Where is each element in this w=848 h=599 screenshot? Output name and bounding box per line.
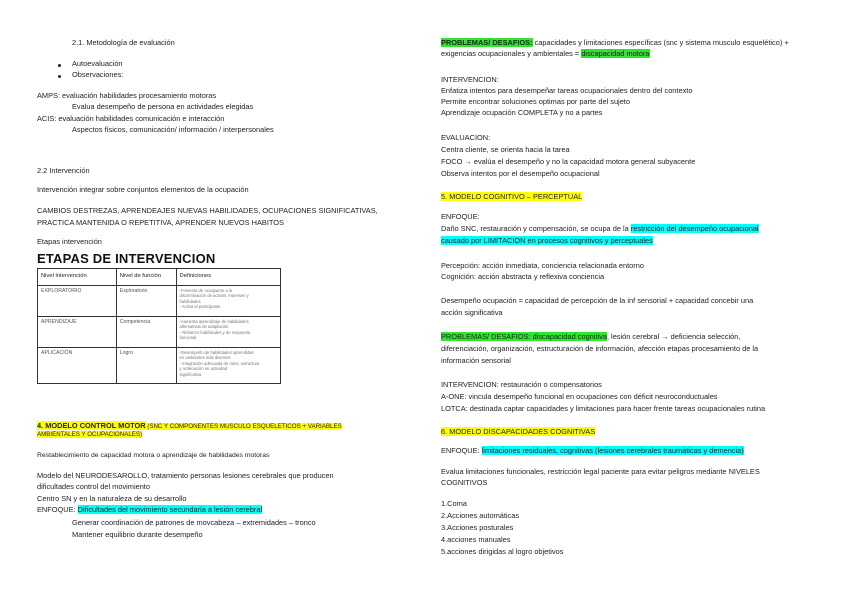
problemas-cognitiva-line-1: [441, 332, 740, 341]
section-heading-5: [441, 192, 582, 201]
amps-line: AMPS: evaluación habilidades procesamiento motoras: [37, 91, 217, 100]
nivel-item: 5.acciones dirigidas al logro objetivos: [441, 547, 564, 556]
nivel-item: 1.Coma: [441, 499, 467, 508]
evaluacion-title: EVALUACION:: [441, 133, 491, 142]
section-heading-2-1: 2.1. Metodología de evaluación: [72, 38, 175, 47]
definition-line: discriminación de activos, intereses y: [179, 293, 249, 299]
evalua6-line-1: Evalua limitaciones funcionales, restricción legal paciente para evitar peligros mediante NIVELES: [441, 467, 760, 476]
table-cell-funcion: Exploratorio: [116, 286, 176, 317]
enfoque6-line: [441, 446, 744, 455]
definition-line: y ordenación en actividad: [179, 366, 228, 372]
table-cell-definiciones: [176, 348, 280, 384]
section-6-title: 6. MODELO DISCAPACIDADES COGNITIVAS: [441, 427, 596, 436]
definition-line: - Refuerzo habilidades y de respuesta: [179, 329, 251, 335]
table-cell-nivel: APLICACIÓN: [38, 348, 117, 384]
enfoque-line-4: [37, 505, 262, 514]
enfoque5-highlight-2: causado por LIMITACION en procesos cognitivos y perceptuales: [441, 236, 653, 245]
nivel-item: 4.acciones manuales: [441, 535, 511, 544]
intervencion-line: Intervención integrar sobre conjuntos elementos de la ocupación: [37, 185, 249, 194]
definition-line: -Desempeño de habilidades aprendidas: [179, 350, 254, 355]
bullet-icon: [58, 64, 61, 67]
desempeno-line-2: acción significativa: [441, 308, 503, 317]
section-4-number: 4. MODELO CONTROL MOTOR: [37, 421, 146, 430]
acis-sub: Aspectos físicos, comunicación/ información / interpersonales: [72, 125, 274, 134]
amps-sub: Evalua desempeño de persona en actividades elegidas: [72, 102, 254, 111]
definition-line: - Integración adecuada de roles, estructura: [179, 360, 260, 366]
table-cell-nivel: EXPLORATORIO: [38, 286, 117, 317]
generar-line: Generar coordinación de patrones de movcabeza – extremidades – tronco: [72, 518, 316, 527]
section-heading-2-2: 2.2 Intervención: [37, 166, 90, 175]
aone-line: A-ONE: vincula desempeño funcional en ocupaciones con déficit neuroconductuales: [441, 392, 718, 401]
problemas-motora-line-1: [441, 38, 789, 47]
evaluacion-line: Centra cliente, se orienta hacia la tarea: [441, 145, 570, 154]
table-row: [38, 317, 281, 348]
etapas-table: [37, 268, 281, 384]
intervencion-line: Enfatiza intentos para desempeñar tareas ocupacionales dentro del contexto: [441, 86, 693, 95]
intervencion-line: Aprendizaje ocupación COMPLETA y no a partes: [441, 108, 603, 117]
nivel-item: 2.Acciones automáticas: [441, 511, 520, 520]
enfoque5-line-1: [441, 224, 759, 233]
table-row: [38, 286, 281, 317]
definition-line: alternativas de adaptación: [179, 324, 229, 330]
cambios-line-2: PRACTICA MANTENIDA O REPETITIVA, APRENDER NUEVOS HABITOS: [37, 218, 284, 227]
problemas-text-2: exigencias ocupacionales y ambientales =: [441, 49, 582, 58]
section-heading-4-line2: [37, 431, 142, 439]
table-header: Definiciones: [176, 269, 280, 286]
intervencion-line: Permite encontrar soluciones optimas por parte del sujeto: [441, 97, 630, 106]
section-heading-6: [441, 427, 595, 436]
definition-line: en ambientes más diversos: [179, 355, 231, 361]
table-cell-funcion: Competencia: [116, 317, 176, 348]
enfoque5-text: Daño SNC, restauración y compensación, se ocupa de la: [441, 224, 631, 233]
section-5-title: 5. MODELO COGNITIVO – PERCEPTUAL: [441, 192, 583, 201]
intervencion2-line: INTERVENCION: restauración o compensatorios: [441, 380, 602, 389]
bullet-item: Autoevaluación: [72, 59, 123, 68]
problemas-motora-line-2: [441, 49, 650, 58]
section-4-subtitle-line2: AMBIENTALES Y OCUPACIONALES): [37, 431, 143, 438]
cambios-line-1: CAMBIOS DESTREZAS, APRENDEAJES NUEVAS HABILIDADES, OCUPACIONES SIGNIFICATIVAS,: [37, 206, 378, 215]
table-cell-definiciones: [176, 317, 280, 348]
table-cell-funcion: Logro: [116, 348, 176, 384]
section-4-subtitle: (SNC Y COMPONENTES MUSCULO ESQUELETICOS + VARIABLES: [145, 423, 342, 430]
cognicion-line: Cognición: acción abstracta y reflexiva conciencia: [441, 272, 605, 281]
definition-line: - Activa el participante: [179, 304, 221, 310]
nivel-item: 3.Acciones posturales: [441, 523, 514, 532]
etapas-label: Etapas intervención: [37, 237, 102, 246]
problemas-text: capacidades y limitaciones específicas (snc y sistema musculo esquelético) +: [532, 38, 789, 47]
problemas-label: PROBLEMAS/ DESAFIOS:: [441, 38, 533, 47]
definition-line: -Aumenta aprendizaje de habilidades: [179, 319, 249, 324]
bullet-icon: [58, 75, 61, 78]
table-cell-nivel: APRENDIZAJE: [38, 317, 117, 348]
enfoque5-highlight: restricción del desempeño ocupacional: [630, 224, 759, 233]
intervencion-title: INTERVENCION:: [441, 75, 499, 84]
enfoque-highlight: Dificultades del movimiento secundaria a lesión cerebral: [77, 505, 263, 514]
enfoque6-highlight: limitaciones residuales, cognitivas (lesiones cerebrales traumáticas y demencia): [481, 446, 744, 455]
enfoque5-title: ENFOQUE:: [441, 212, 480, 221]
problemas-cognitiva-line-2: diferenciación, organización, estructuración de información, afección etapas procesamiento de la: [441, 344, 759, 353]
definition-line: -Fomenta de ocuaparon a la: [179, 288, 233, 293]
bullet-item: Observaciones:: [72, 70, 124, 79]
acis-line: ACIS: evaluación habilidades comunicación e interacción: [37, 114, 225, 123]
problemas-cognitiva-line-3: información sensorial: [441, 356, 511, 365]
table-header-row: [38, 269, 281, 286]
section-heading-4: [37, 421, 342, 431]
neurodesarrollo-line-1: Modelo del NEURODESAROLLO, tratamiento personas lesiones cerebrales que producen: [37, 471, 334, 480]
evaluacion-line: Observa intentos por el desempeño ocupacional: [441, 169, 600, 178]
table-row: [38, 348, 281, 384]
table-cell-definiciones: [176, 286, 280, 317]
evalua6-line-2: COGNITIVOS: [441, 478, 488, 487]
lotca-line: LOTCA: destinada captar capacidades y limitaciones para hacer frente tareas ocupacionales rutina: [441, 404, 766, 413]
enfoque6-label: ENFOQUE:: [441, 446, 482, 455]
evaluacion-line: FOCO → evalúa el desempeño y no la capacidad motora general subyacente: [441, 157, 696, 166]
table-header: Nivel intervención: [38, 269, 117, 286]
enfoque-label: ENFOQUE:: [37, 505, 78, 514]
percepcion-line: Percepción: acción inmediata, conciencia relacionada entorno: [441, 261, 644, 270]
definition-line: habilidades: [179, 298, 201, 304]
table-header: Nivel de función: [116, 269, 176, 286]
enfoque5-line-2: [441, 236, 653, 245]
etapas-title: ETAPAS DE INTERVENCION: [37, 251, 216, 266]
problemas-cognitiva-text: , lesión cerebral → deficiencia selección,: [606, 332, 741, 341]
discapacidad-motora-highlight: discapacidad motora: [581, 49, 650, 58]
definition-line: funcional: [179, 335, 197, 341]
neurodesarrollo-line-2: dificultades control del movimiento: [37, 482, 150, 491]
problemas-cognitiva-highlight: PROBLEMAS/ DESAFIOS: discapacidad cognitiva: [441, 332, 607, 341]
definition-line: significativa: [179, 371, 202, 377]
restablecimiento-line: Restablecimiento de capacidad motora o aprendizaje de habilidades motoras: [37, 452, 270, 459]
centro-sn-line: Centro SN y en la naturaleza de su desarrollo: [37, 494, 187, 503]
mantener-line: Mantener equilibrio durante desempeño: [72, 530, 203, 539]
desempeno-line-1: Desempeño ocupación = capacidad de percepción de la inf sensorial + capacidad concebir una: [441, 296, 754, 305]
